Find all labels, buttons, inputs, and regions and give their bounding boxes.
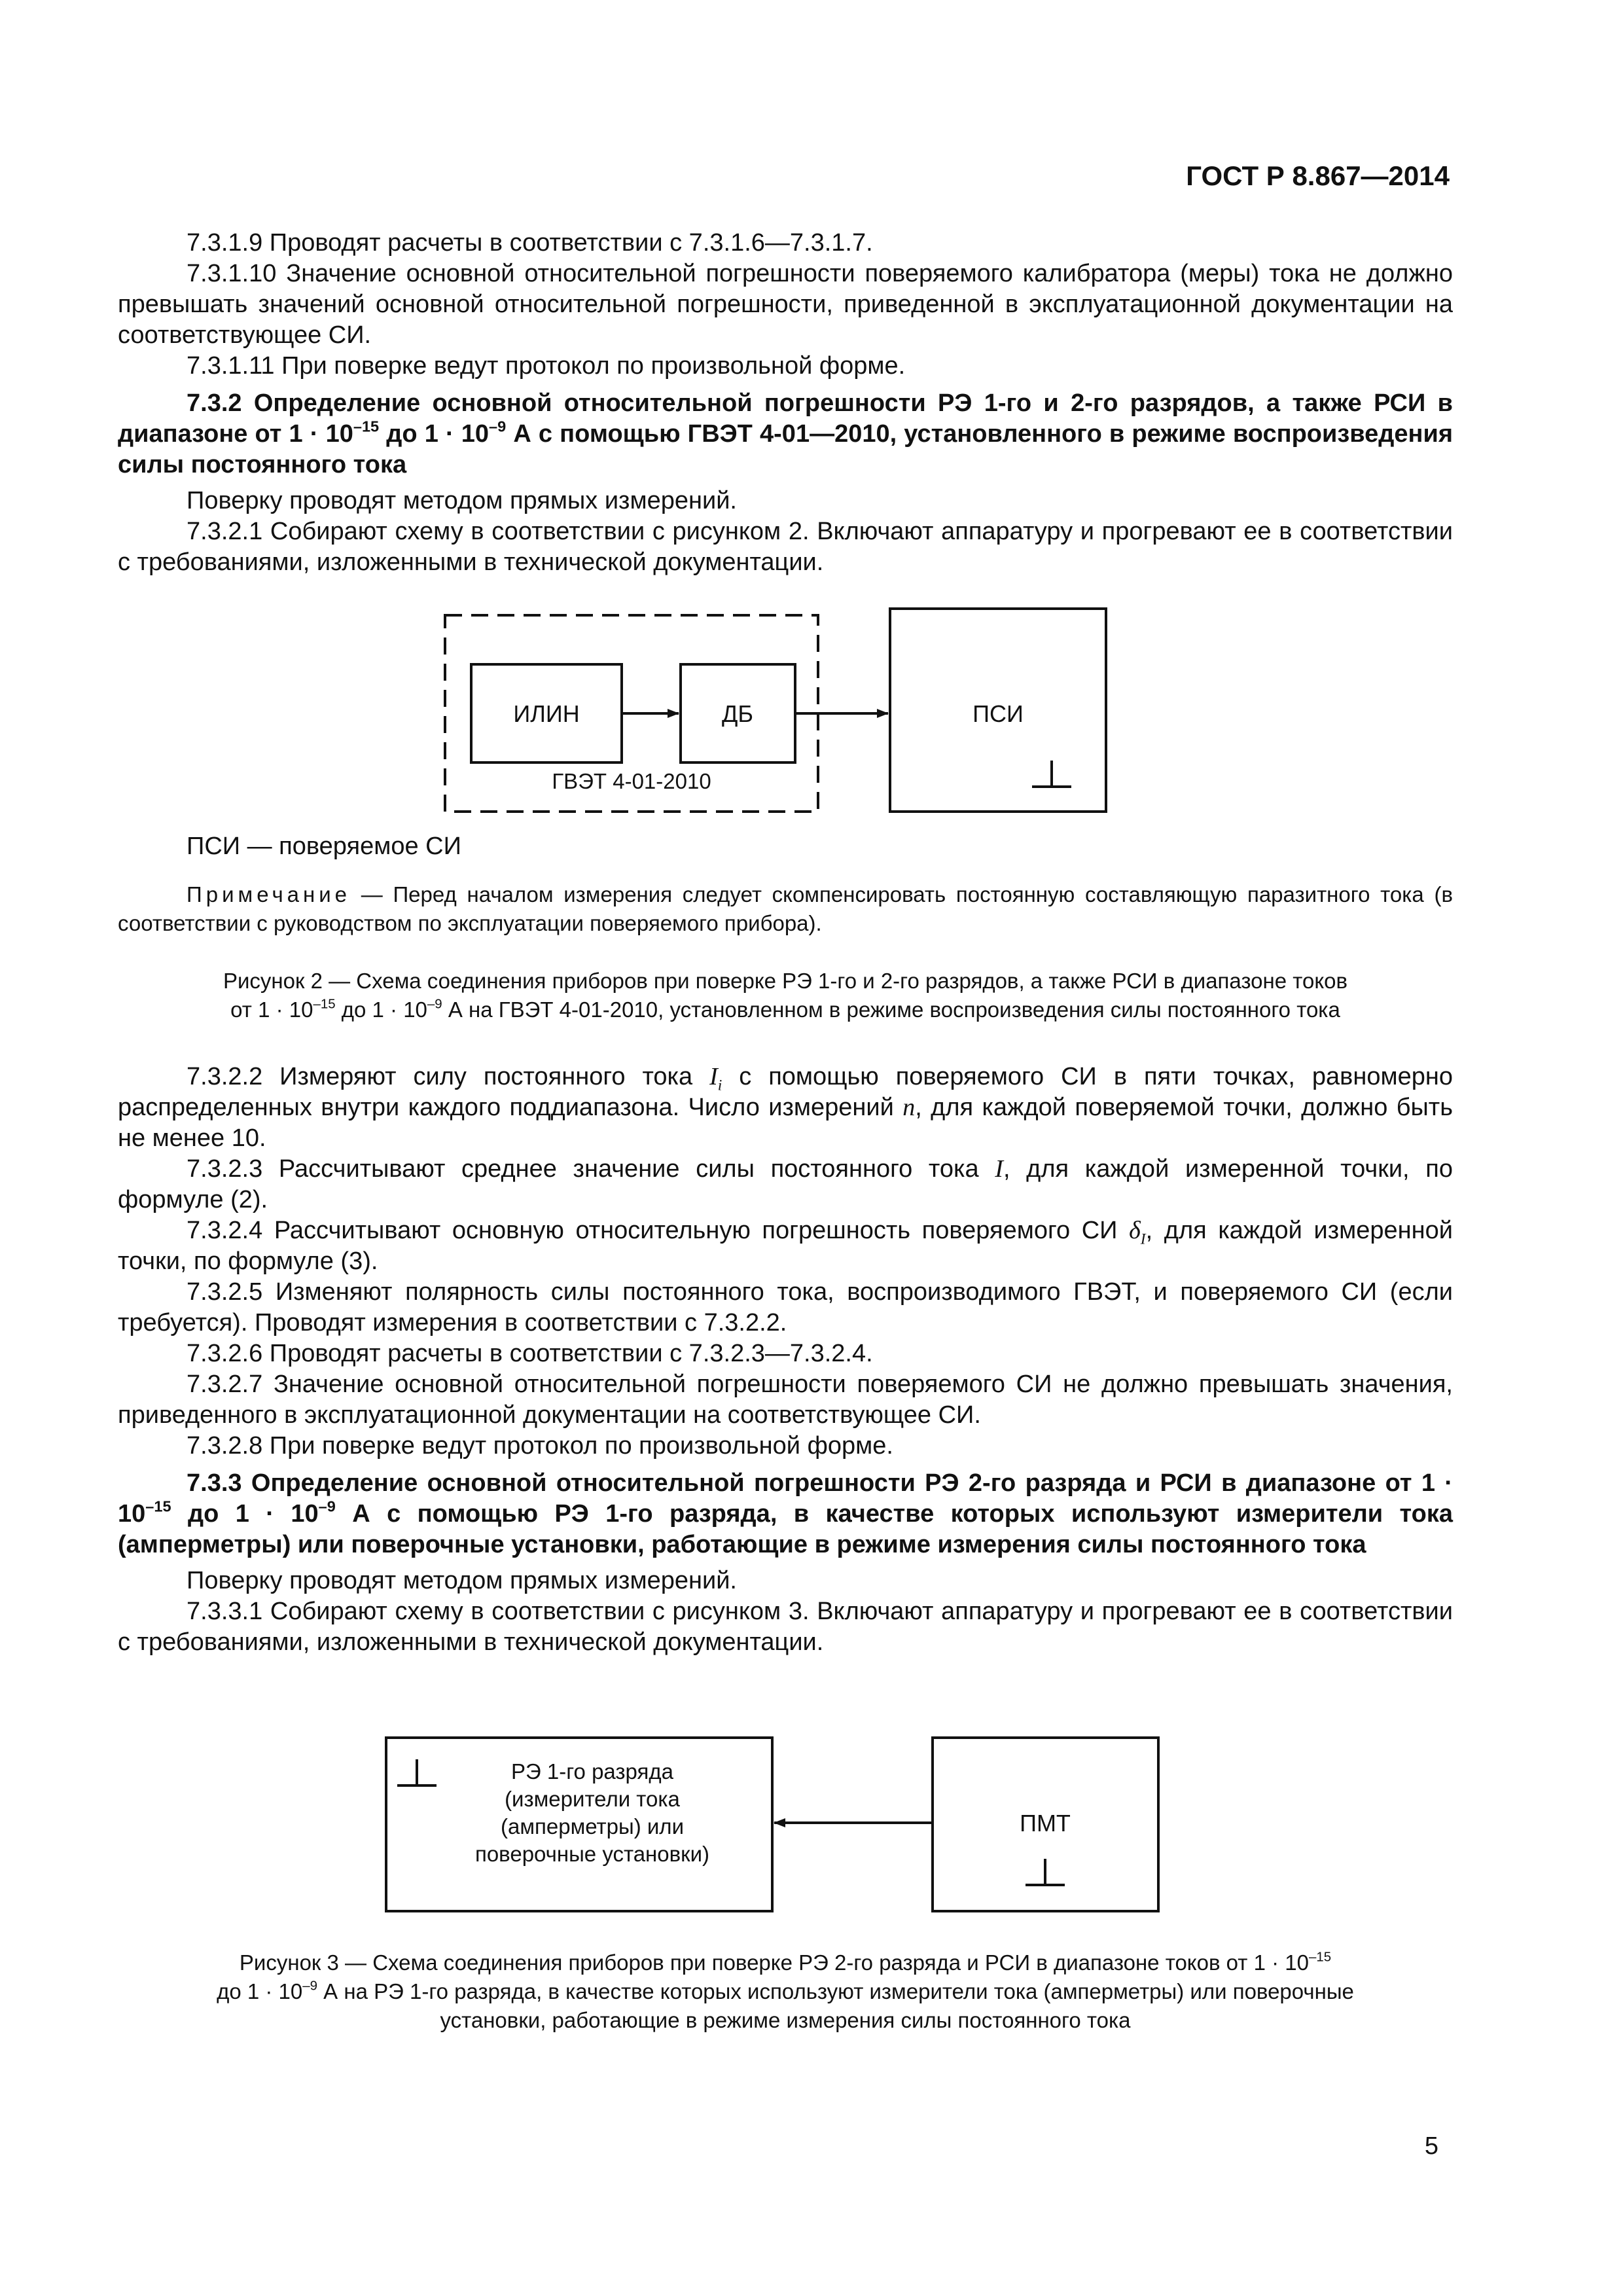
paragraph-7-3-3-intro: Поверку проводят методом прямых измерений. <box>187 1567 737 1594</box>
db-box <box>681 664 795 762</box>
running-header: ГОСТ Р 8.867—2014 <box>1186 160 1450 191</box>
psi-label: ПСИ <box>972 700 1024 727</box>
section-7-3-1 <box>118 228 1453 578</box>
ilin-label: ИЛИН <box>513 700 580 727</box>
ilin-box <box>471 664 622 762</box>
figure-3-caption: Рисунок 3 — Схема соединения приборов при поверке РЭ 2-го разряда и РСИ в диапазоне токов от $1 \cdot 10^{-15}$ до $1 \cdot 10^{-9}$ А на РЭ 1-го разряда, в качестве которых используют измерители тока (амперметры) или поверочные установки, работающие в режиме измерения силы постоянного тока <box>217 1949 1354 2032</box>
paragraph-7-3-2-6: 7.3.2.6 Проводят расчеты в соответствии с 7.3.2.3—7.3.2.4. <box>187 1340 873 1367</box>
ground-icon <box>1026 1859 1065 1885</box>
re-label-line-3: (амперметры) или <box>500 1814 685 1839</box>
page-number: 5 <box>1424 2132 1438 2160</box>
paragraph-7-3-1-11: 7.3.1.11 При поверке ведут протокол по произвольной форме. <box>187 352 906 380</box>
figure-2-legend <box>118 831 1453 862</box>
paragraph-7-3-2-1: 7.3.2.1 Собирают схему в соответствии с рисунком 2. Включают аппаратуру и прогревают ее в соответствии с требованиями, изложенными в технической документации. <box>118 518 1453 576</box>
note-label: Примечание <box>187 882 351 906</box>
re-label-line-2: (измерители тока <box>505 1787 680 1811</box>
paragraph-7-3-1-10: 7.3.1.10 Значение основной относительной погрешности поверяемого калибратора (меры) тока не должно превышать значений основной относительной погрешности, приведенной в эксплуатационной документации на соответствующее СИ. <box>118 260 1453 349</box>
paragraph-7-3-2-4: 7.3.2.4 Рассчитывают основную относительную погрешность поверяемого СИ $\delta_I$, для каждой измеренной точки, по формуле (3). <box>118 1217 1453 1275</box>
note-text: — Перед началом измерения следует скомпенсировать постоянную составляющую паразитного тока (в соответствии с руководством по эксплуатации поверяемого прибора). <box>118 882 1453 935</box>
psi-box <box>890 609 1106 812</box>
paragraph-7-3-2-intro: Поверку проводят методом прямых измерений. <box>187 487 737 514</box>
pmt-label: ПМТ <box>1020 1810 1071 1837</box>
pmt-box <box>933 1738 1158 1911</box>
paragraph-7-3-2-7: 7.3.2.7 Значение основной относительной погрешности поверяемого СИ не должно превышать значения, приведенного в эксплуатационной документации на соответствующее СИ. <box>118 1371 1453 1429</box>
re-box <box>386 1738 772 1911</box>
paragraph-7-3-3-1: 7.3.3.1 Собирают схему в соответствии с рисунком 3. Включают аппаратуру и прогревают ее в соответствии с требованиями, изложенными в технической документации. <box>118 1598 1453 1656</box>
figure-2-note <box>118 880 1453 938</box>
figure-2-caption: Рисунок 2 — Схема соединения приборов при поверке РЭ 1-го и 2-го разрядов, а также РСИ в диапазоне токов от $1 \cdot 10^{-15}$ до $1 \cdot 10^{-9}$ А на ГВЭТ 4-01-2010, установленном в режиме воспроизведения силы постоянного тока <box>223 969 1348 1022</box>
paragraph-7-3-1-9: 7.3.1.9 Проводят расчеты в соответствии с 7.3.1.6—7.3.1.7. <box>187 229 873 257</box>
paragraph-7-3-2-2: 7.3.2.2 Измеряют силу постоянного тока $I_i$ с помощью поверяемого СИ в пяти точках, равномерно распределенных внутри каждого поддиапазона. Число измерений n, для каждой поверяемой точки, должно быть не менее 10. <box>118 1063 1454 1152</box>
gvet-frame <box>445 615 818 812</box>
ground-icon <box>1032 761 1071 787</box>
paragraph-7-3-2-5: 7.3.2.5 Изменяют полярность силы постоянного тока, воспроизводимого ГВЭТ, и поверяемого СИ (если требуется). Проводят измерения в соответствии с 7.3.2.2. <box>118 1278 1453 1336</box>
paragraph-7-3-2-3: 7.3.2.3 Рассчитывают среднее значение силы постоянного тока I, для каждой измеренной точки, по формуле (2). <box>118 1155 1453 1213</box>
db-label: ДБ <box>721 700 754 727</box>
ground-icon <box>397 1759 437 1785</box>
re-label-line-1: РЭ 1-го разряда <box>511 1759 673 1784</box>
paragraph-7-3-2-8: 7.3.2.8 При поверке ведут протокол по произвольной форме. <box>187 1432 893 1460</box>
heading-7-3-3: 7.3.3 Определение основной относительной погрешности РЭ 2-го разряда и РСИ в диапазоне от $1 \cdot 10^{-15}$ до $1 \cdot 10^{-9}$ А с помощью РЭ 1-го разряда, в качестве которых используют измерители тока (амперметры) или поверочные установки, работающие в режиме измерения силы постоянного тока <box>118 1469 1454 1558</box>
abbrev-psi: ПСИ — поверяемое СИ <box>187 833 461 860</box>
re-label-line-4: поверочные установки) <box>474 1842 710 1866</box>
heading-7-3-2: 7.3.2 Определение основной относительной погрешности РЭ 1-го и 2-го разрядов, а также РСИ в диапазоне от $1 \cdot 10^{-15}$ до $1 \cdot 10^{-9}$ А с помощью ГВЭТ 4-01—2010, установленного в режиме воспроизведения силы постоянного тока <box>118 389 1453 478</box>
section-7-3-2-body <box>118 1062 1453 1658</box>
gvet-frame-label: ГВЭТ 4-01-2010 <box>552 769 711 793</box>
